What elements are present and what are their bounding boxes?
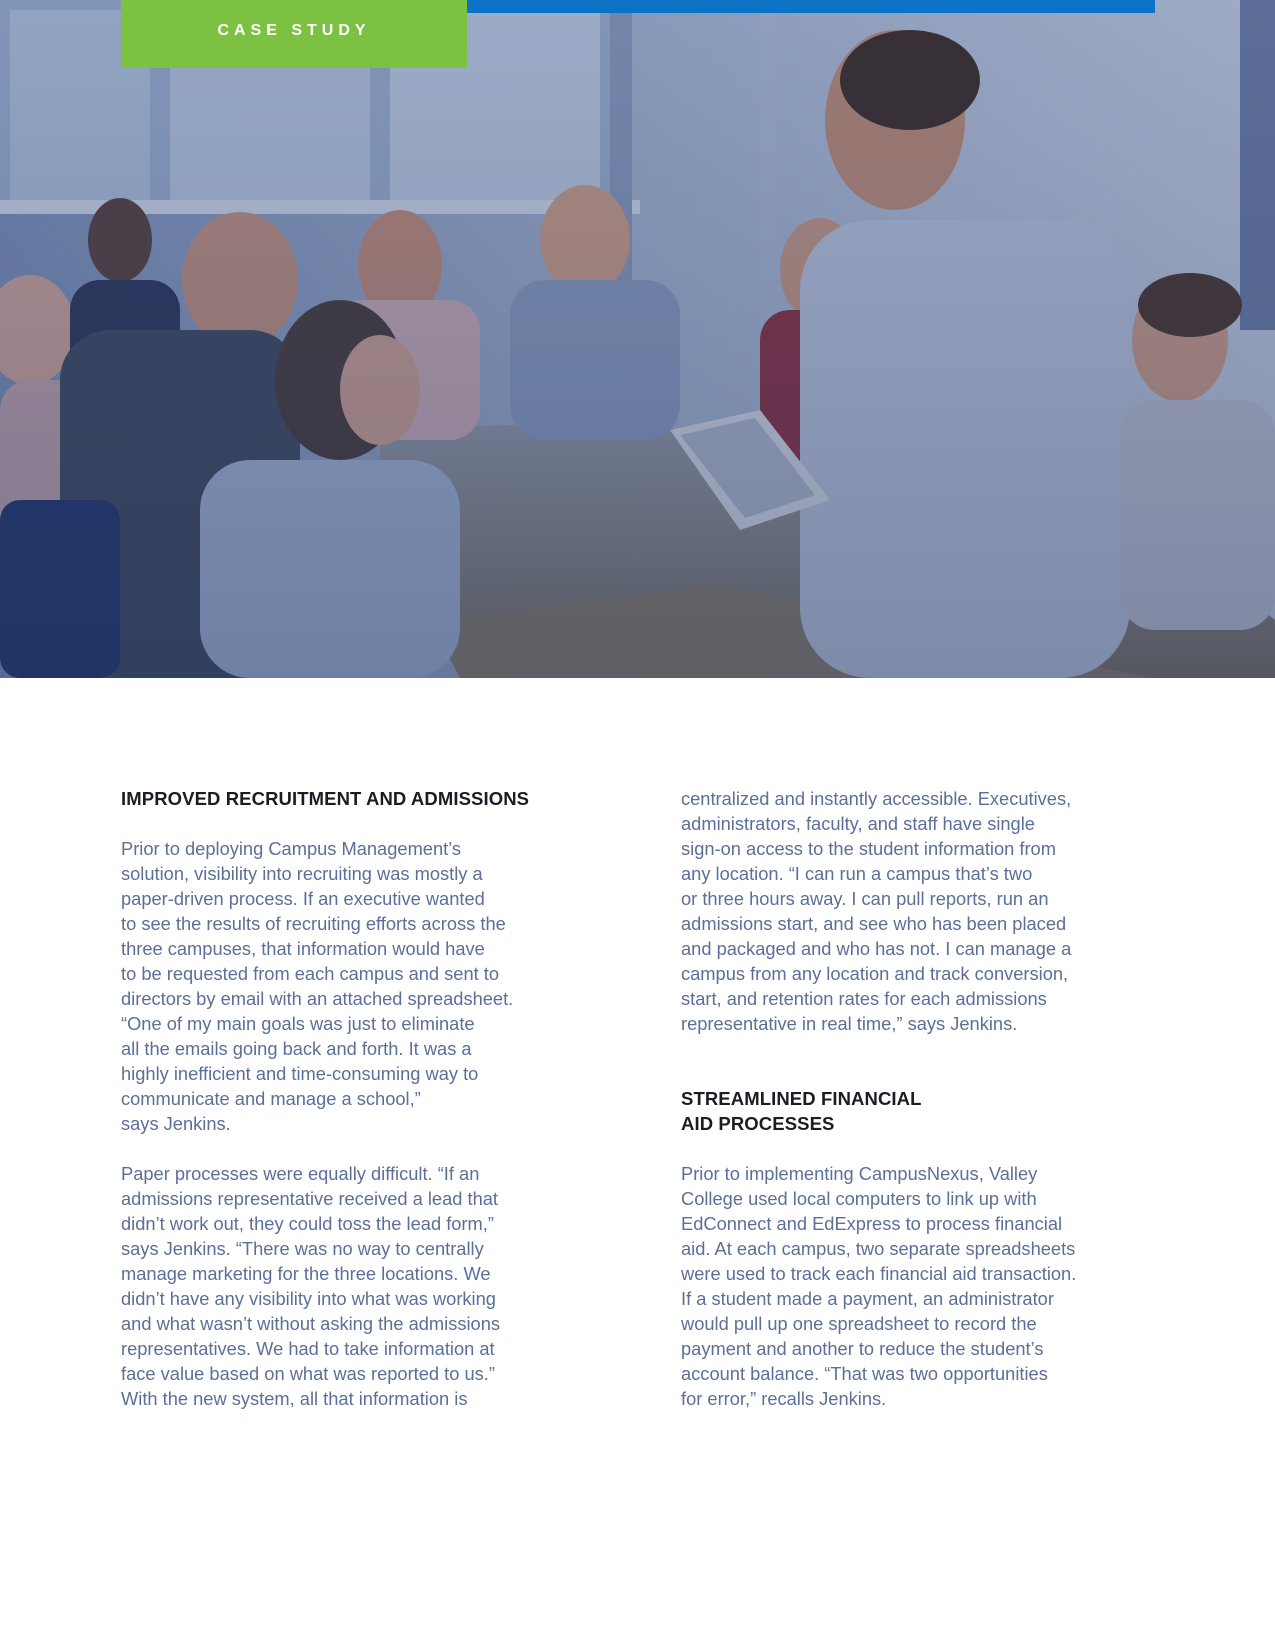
right-column bbox=[681, 786, 1141, 1411]
paragraph-recruitment-1: Prior to deploying Campus Management’s solution, visibility into recruiting was mostly a paper-driven process. If an executive wanted to see the results of recruiting efforts across the three campuses, that information would have to be requested from each campus and sent to directors by email with an attached spreadsheet. “One of my main goals was just to eliminate all the emails going back and forth. It was a highly inefficient and time-consuming way to communicate and manage a school,” says Jenkins. bbox=[121, 838, 514, 1134]
case-study-label: CASE STUDY bbox=[217, 22, 371, 39]
classroom-photo-icon bbox=[0, 0, 1275, 678]
section-heading-recruitment: IMPROVED RECRUITMENT AND ADMISSIONS bbox=[121, 788, 530, 809]
case-study-tag bbox=[121, 0, 467, 68]
paragraph-recruitment-continued: centralized and instantly accessible. Executives, administrators, faculty, and staff have single sign-on access to the student information from any location. “I can run a campus that’s two or three hours away. I can pull reports, run an admissions start, and see who has been placed and packaged and who has not. I can manage a campus from any location and track conversion, start, and retention rates for each admissions representative in real time,” says Jenkins. bbox=[681, 788, 1072, 1034]
left-column bbox=[121, 786, 566, 1411]
paragraph-financial-aid: Prior to implementing CampusNexus, Valley College used local computers to link up with EdConnect and EdExpress to process financial aid. At each campus, two separate spreadsheets were used to track each financial aid transaction. If a student made a payment, an administrator would pull up one spreadsheet to record the payment and another to reduce the student’s account balance. “That was two opportunities for error,” recalls Jenkins. bbox=[681, 1163, 1077, 1409]
hero-image bbox=[0, 0, 1275, 678]
paragraph-recruitment-2: Paper processes were equally difficult. “If an admissions representative received a lead that didn’t work out, they could toss the lead form,” says Jenkins. “There was no way to centrally manage marketing for the three locations. We didn’t have any visibility into what was working and what wasn’t without asking the admissions representatives. We had to take information at face value based on what was reported to us.” With the new system, all that information is bbox=[121, 1163, 501, 1409]
section-heading-financial-aid: STREAMLINED FINANCIAL AID PROCESSES bbox=[681, 1088, 922, 1134]
header-accent-bar bbox=[467, 0, 1155, 13]
